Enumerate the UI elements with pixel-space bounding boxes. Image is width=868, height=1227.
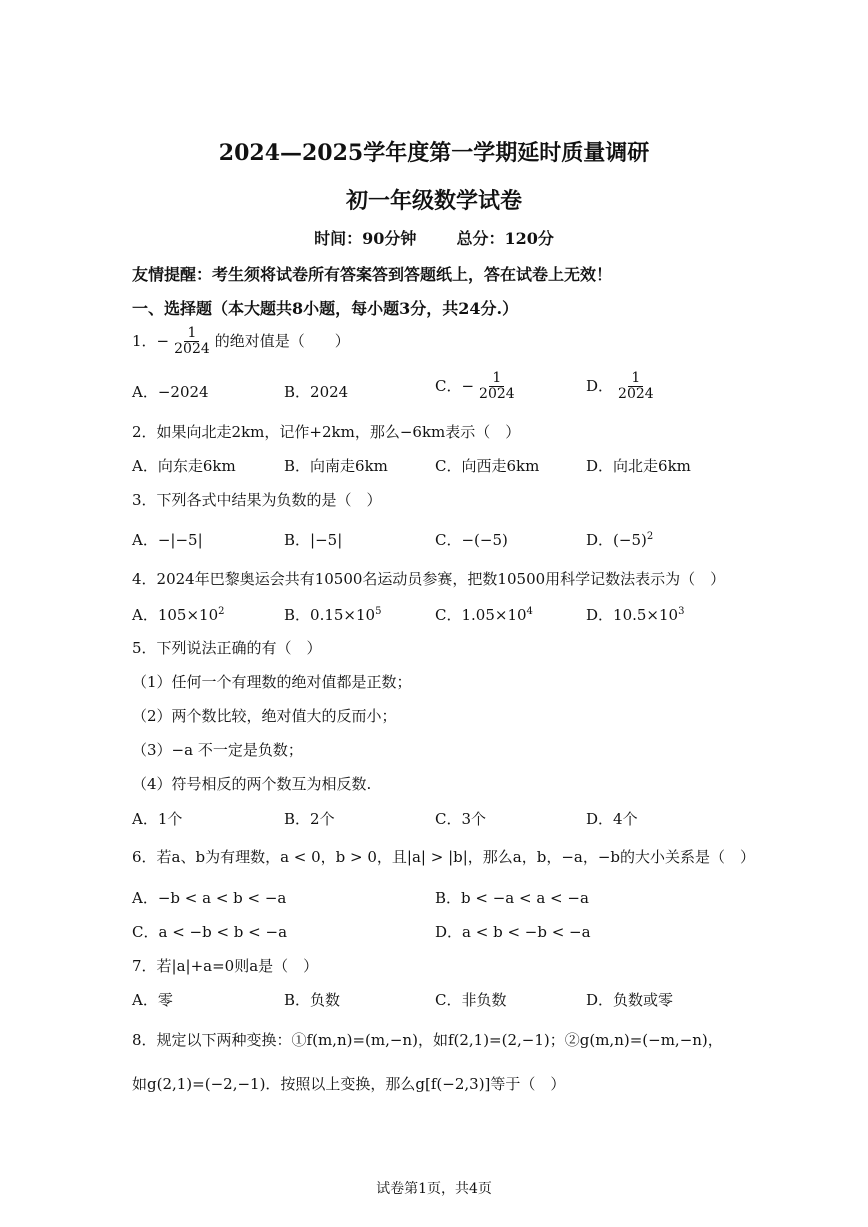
question-1: [132, 326, 350, 358]
q6-option-c: C．a < −b < b < −a: [132, 923, 288, 941]
q4-option-d: [586, 604, 684, 625]
q1-option-a: A．−2024: [132, 383, 209, 401]
q5-option-c: C．3个: [435, 810, 487, 828]
q5-option-d: D．4个: [586, 810, 638, 828]
section-heading: 一、选择题（本大题共8小题，每小题3分，共24分.）: [132, 299, 519, 318]
q2-option-d: D．向北走6km: [586, 457, 691, 475]
q3-option-a: A．−|−5|: [132, 531, 203, 549]
q5-statement-1: （1）任何一个有理数的绝对值都是正数；: [132, 673, 412, 691]
q6-option-a: A．−b < a < b < −a: [132, 889, 287, 907]
q6-option-d: D．a < b < −b < −a: [435, 923, 591, 941]
q7-option-a: A．零: [132, 991, 173, 1009]
question-7: 7．若|a|+a=0则a是（ ）: [132, 957, 319, 975]
q7-option-c: C．非负数: [435, 991, 507, 1009]
exam-score: 总分：120分: [456, 229, 554, 248]
q2-option-c: C．向西走6km: [435, 457, 540, 475]
q3-option-d: [586, 529, 653, 550]
q1-d-prefix: D．: [586, 376, 614, 395]
fraction-numerator: 1: [628, 371, 643, 387]
q4-option-b: [284, 604, 381, 625]
q5-statement-4: （4）符号相反的两个数互为相反数.: [132, 775, 372, 793]
q3-option-c: C．−(−5): [435, 531, 508, 549]
q1-option-d: [586, 371, 659, 403]
q4-option-c: [435, 604, 533, 625]
q4-c-exponent: 4: [526, 606, 533, 617]
question-4: 4．2024年巴黎奥运会共有10500名运动员参赛，把数10500用科学记数法表示为（ ）: [132, 570, 726, 588]
q3-option-b: B．|−5|: [284, 531, 343, 549]
q7-option-d: D．负数或零: [586, 991, 674, 1009]
q1-d-fraction: [615, 371, 657, 403]
q2-option-b: B．向南走6km: [284, 457, 388, 475]
q4-d-base: D．10.5×10: [586, 606, 679, 624]
q4-c-base: C．1.05×10: [435, 606, 527, 624]
page-footer: 试卷第1页，共4页: [376, 1181, 492, 1197]
question-3: 3．下列各式中结果为负数的是（ ）: [132, 491, 382, 509]
fraction-denominator: 2024: [479, 386, 515, 403]
q1-c-prefix: C．−: [435, 376, 475, 395]
fraction-numerator: 1: [489, 371, 504, 387]
q3-d-exponent: 2: [646, 531, 654, 542]
q1-option-c: [435, 371, 520, 403]
question-8-line-2: 如g(2,1)=(−2,−1)．按照以上变换，那么g[f(−2,3)]等于（ ）: [132, 1075, 566, 1093]
q1-option-b: B．2024: [284, 383, 349, 401]
q5-statement-3: （3）−a 不一定是负数；: [132, 741, 303, 759]
fraction-denominator: 2024: [174, 341, 210, 358]
q5-statement-2: （2）两个数比较，绝对值大的反而小；: [132, 707, 397, 725]
q4-option-a: [132, 604, 225, 625]
q4-b-exponent: 5: [375, 606, 382, 617]
exam-meta: [0, 226, 868, 249]
q4-b-base: B．0.15×10: [284, 606, 376, 624]
q5-option-a: A．1个: [132, 810, 183, 828]
q1-prefix: 1．−: [132, 331, 170, 350]
q4-a-exponent: 2: [218, 606, 225, 617]
exam-subtitle: 初一年级数学试卷: [345, 188, 522, 214]
q1-c-fraction: [476, 371, 518, 403]
q7-option-b: B．负数: [284, 991, 341, 1009]
q6-option-b: B．b < −a < a < −a: [435, 889, 589, 907]
question-8-line-1: 8．规定以下两种变换：①f(m,n)=(m,−n)，如f(2,1)=(2,−1)；②g(m,n)=(−m,−n)，: [132, 1031, 723, 1049]
exam-title: 2024—2025学年度第一学期延时质量调研: [218, 140, 650, 166]
q2-option-a: A．向东走6km: [132, 457, 236, 475]
question-6: 6．若a、b为有理数，a < 0，b > 0，且|a| > |b|，那么a，b，−a，−b的大小关系是（ ）: [132, 848, 756, 866]
q5-option-b: B．2个: [284, 810, 335, 828]
q3-d-base: D．(−5): [586, 531, 647, 549]
notice: 友情提醒：考生须将试卷所有答案答到答题纸上，答在试卷上无效！: [132, 265, 613, 284]
question-2: 2．如果向北走2km，记作+2km，那么−6km表示（ ）: [132, 423, 521, 441]
q4-d-exponent: 3: [678, 606, 685, 617]
fraction-denominator: 2024: [618, 386, 654, 403]
question-5: 5．下列说法正确的有（ ）: [132, 639, 322, 657]
q1-suffix: 的绝对值是（ ）: [214, 331, 350, 350]
q1-fraction: [171, 326, 213, 358]
exam-time: 时间：90分钟: [314, 229, 417, 248]
fraction-numerator: 1: [184, 326, 199, 342]
q4-a-base: A．105×10: [132, 606, 219, 624]
